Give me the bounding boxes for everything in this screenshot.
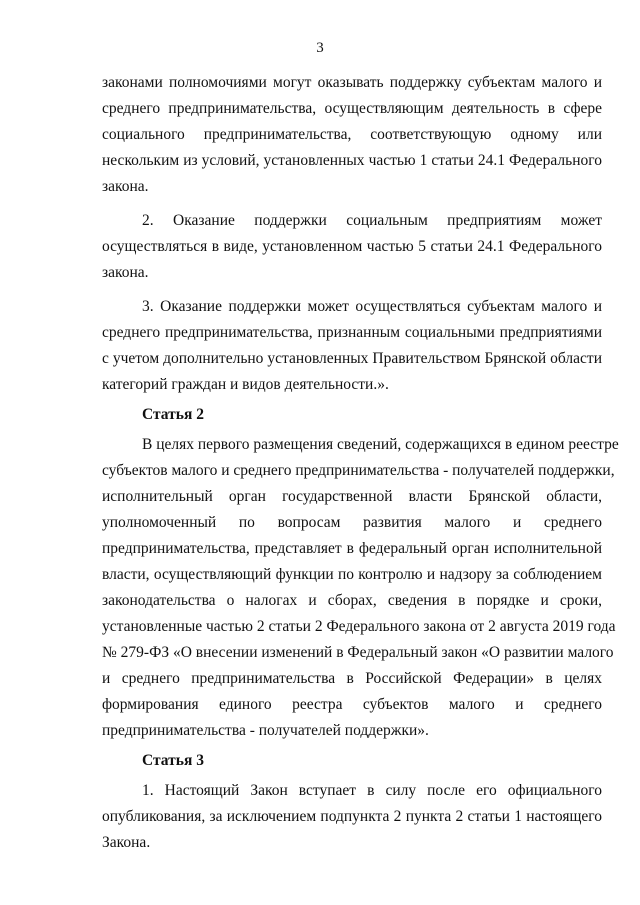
text-line: власти, осуществляющий функции по контролю и надзору за соблюдением bbox=[102, 566, 602, 583]
paragraph-continuation bbox=[102, 70, 602, 200]
article-2-body bbox=[102, 432, 619, 744]
text-line: закона. bbox=[102, 178, 149, 195]
article-3-heading: Статья 3 bbox=[142, 752, 204, 769]
text-line: законами полномочиями могут оказывать поддержку субъектам малого и bbox=[102, 74, 602, 91]
text-line: закона. bbox=[102, 264, 149, 281]
text-line: среднего предпринимательства, осуществляющим деятельность в сфере bbox=[102, 100, 602, 117]
text-line: и среднего предпринимательства в Российской Федерации» в целях bbox=[102, 670, 602, 687]
text-line: категорий граждан и видов деятельности.». bbox=[102, 376, 389, 393]
text-line: уполномоченный по вопросам развития малого и среднего bbox=[102, 514, 602, 531]
text-line: осуществляться в виде, установленном частью 5 статьи 24.1 Федерального bbox=[102, 238, 602, 255]
text-line: № 279-ФЗ «О внесении изменений в Федеральный закон «О развитии малого bbox=[102, 644, 614, 661]
text-line: исполнительный орган государственной власти Брянской области, bbox=[102, 488, 602, 505]
text-line: нескольким из условий, установленных частью 1 статьи 24.1 Федерального bbox=[102, 152, 602, 169]
text-line: формирования единого реестра субъектов малого и среднего bbox=[102, 696, 602, 713]
text-line: законодательства о налогах и сборах, сведения в порядке и сроки, bbox=[102, 592, 602, 609]
text-line: В целях первого размещения сведений, содержащихся в едином реестре bbox=[142, 436, 619, 453]
text-line: 3. Оказание поддержки может осуществляться субъектам малого и bbox=[142, 298, 602, 315]
text-line: 2. Оказание поддержки социальным предприятиям может bbox=[142, 212, 602, 229]
paragraph-item-3 bbox=[102, 294, 602, 398]
article-2-heading: Статья 2 bbox=[142, 406, 204, 423]
page-number: 3 bbox=[316, 40, 324, 56]
text-line: предпринимательства, представляет в федеральный орган исполнительной bbox=[102, 540, 602, 557]
document-body bbox=[102, 70, 619, 856]
text-line: среднего предпринимательства, признанным социальными предприятиями bbox=[102, 324, 602, 341]
text-line: социального предпринимательства, соответствующую одному или bbox=[102, 126, 602, 143]
text-line: предпринимательства - получателей поддержки». bbox=[102, 722, 429, 739]
article-3-body bbox=[102, 778, 602, 856]
text-line: с учетом дополнительно установленных Правительством Брянской области bbox=[102, 350, 602, 367]
text-line: установленные частью 2 статьи 2 Федерального закона от 2 августа 2019 года bbox=[102, 618, 616, 635]
text-line: опубликования, за исключением подпункта 2 пункта 2 статьи 1 настоящего bbox=[102, 808, 602, 825]
text-line: Закона. bbox=[102, 834, 151, 851]
text-line: 1. Настоящий Закон вступает в силу после его официального bbox=[142, 782, 602, 799]
paragraph-item-2 bbox=[102, 208, 602, 286]
text-line: субъектов малого и среднего предпринимательства - получателей поддержки, bbox=[102, 462, 615, 479]
